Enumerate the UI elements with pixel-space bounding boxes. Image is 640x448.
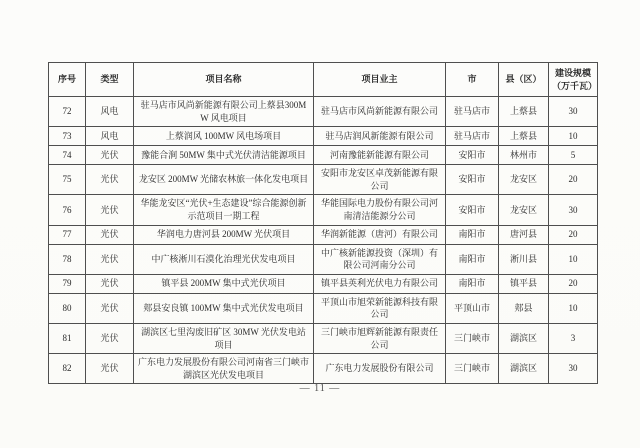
cell-project-name: 湖滨区七里沟废旧矿区 30MW 光伏发电站项目 xyxy=(134,323,314,353)
cell-city: 三门峡市 xyxy=(446,323,499,353)
column-header-county: 县（区） xyxy=(499,63,549,97)
cell-index: 78 xyxy=(49,244,86,274)
table-row xyxy=(49,165,598,195)
cell-city: 南阳市 xyxy=(446,274,499,293)
cell-county: 郏县 xyxy=(499,293,549,323)
table-row xyxy=(49,127,598,146)
cell-type: 光伏 xyxy=(86,146,134,165)
cell-county: 镇平县 xyxy=(499,274,549,293)
cell-type: 光伏 xyxy=(86,165,134,195)
column-header-scale-line2: （万千瓦） xyxy=(552,80,598,91)
cell-owner: 驻马店润风新能源有限公司 xyxy=(314,127,446,146)
cell-city: 三门峡市 xyxy=(446,354,499,384)
cell-county: 湖滨区 xyxy=(499,323,549,353)
table-row xyxy=(49,244,598,274)
cell-project-name: 中广核淅川石漠化治理光伏发电项目 xyxy=(134,244,314,274)
cell-city: 驻马店市 xyxy=(446,97,499,127)
column-header-type: 类型 xyxy=(86,63,134,97)
cell-type: 光伏 xyxy=(86,293,134,323)
cell-project-name: 华润电力唐河县 200MW 光伏项目 xyxy=(134,225,314,244)
table-row xyxy=(49,293,598,323)
table-row xyxy=(49,225,598,244)
cell-county: 上蔡县 xyxy=(499,127,549,146)
cell-type: 光伏 xyxy=(86,225,134,244)
table-row xyxy=(49,354,598,384)
cell-owner: 华润新能源（唐河）有限公司 xyxy=(314,225,446,244)
cell-project-name: 广东电力发展股份有限公司河南省三门峡市湖滨区光伏发电项目 xyxy=(134,354,314,384)
cell-index: 80 xyxy=(49,293,86,323)
column-header-scale xyxy=(549,63,598,97)
cell-scale: 10 xyxy=(549,127,598,146)
cell-owner: 广东电力发展股份有限公司 xyxy=(314,354,446,384)
column-header-project-name: 项目名称 xyxy=(134,63,314,97)
cell-scale: 30 xyxy=(549,354,598,384)
cell-scale: 20 xyxy=(549,225,598,244)
cell-owner: 安阳市龙安区卓茂新能源有限公司 xyxy=(314,165,446,195)
cell-scale: 5 xyxy=(549,146,598,165)
cell-county: 唐河县 xyxy=(499,225,549,244)
cell-index: 74 xyxy=(49,146,86,165)
column-header-scale-line1: 建设规模 xyxy=(554,67,591,78)
cell-index: 77 xyxy=(49,225,86,244)
cell-scale: 20 xyxy=(549,165,598,195)
cell-city: 驻马店市 xyxy=(446,127,499,146)
cell-city: 南阳市 xyxy=(446,225,499,244)
table-row xyxy=(49,274,598,293)
cell-project-name: 豫能合涧 50MW 集中式光伏清洁能源项目 xyxy=(134,146,314,165)
cell-city: 安阳市 xyxy=(446,165,499,195)
table-row xyxy=(49,97,598,127)
cell-owner: 华能国际电力股份有限公司河南清洁能源分公司 xyxy=(314,195,446,225)
cell-owner: 镇平县英利光伏电力有限公司 xyxy=(314,274,446,293)
column-header-city: 市 xyxy=(446,63,499,97)
cell-scale: 10 xyxy=(549,293,598,323)
cell-owner: 中广核新能源投资（深圳）有限公司河南分公司 xyxy=(314,244,446,274)
cell-scale: 30 xyxy=(549,97,598,127)
cell-project-name: 镇平县 200MW 集中式光伏项目 xyxy=(134,274,314,293)
cell-owner: 驻马店市风尚新能源有限公司 xyxy=(314,97,446,127)
cell-project-name: 华能龙安区“光伏+生态建设”综合能源创新示范项目一期工程 xyxy=(134,195,314,225)
cell-county: 林州市 xyxy=(499,146,549,165)
cell-city: 安阳市 xyxy=(446,195,499,225)
cell-county: 龙安区 xyxy=(499,195,549,225)
cell-owner: 三门峡市旭辉新能源有限责任公司 xyxy=(314,323,446,353)
cell-index: 79 xyxy=(49,274,86,293)
cell-city: 南阳市 xyxy=(446,244,499,274)
cell-type: 光伏 xyxy=(86,195,134,225)
cell-scale: 10 xyxy=(549,244,598,274)
cell-owner: 河南豫能新能源有限公司 xyxy=(314,146,446,165)
cell-scale: 3 xyxy=(549,323,598,353)
table-header-row xyxy=(49,63,598,97)
table-row xyxy=(49,146,598,165)
cell-city: 平顶山市 xyxy=(446,293,499,323)
cell-index: 81 xyxy=(49,323,86,353)
column-header-index: 序号 xyxy=(49,63,86,97)
cell-index: 76 xyxy=(49,195,86,225)
cell-type: 光伏 xyxy=(86,244,134,274)
cell-project-name: 郏县安良镇 100MW 集中式光伏发电项目 xyxy=(134,293,314,323)
cell-type: 光伏 xyxy=(86,323,134,353)
cell-owner: 平顶山市旭荣新能源科技有限公司 xyxy=(314,293,446,323)
page-number: — 11 — xyxy=(299,383,341,394)
cell-project-name: 驻马店市风尚新能源有限公司上蔡县300MW 风电项目 xyxy=(134,97,314,127)
cell-project-name: 龙安区 200MW 光储农林旅一体化发电项目 xyxy=(134,165,314,195)
cell-project-name: 上蔡润风 100MW 风电场项目 xyxy=(134,127,314,146)
cell-index: 72 xyxy=(49,97,86,127)
cell-scale: 30 xyxy=(549,195,598,225)
cell-index: 73 xyxy=(49,127,86,146)
cell-index: 82 xyxy=(49,354,86,384)
cell-county: 湖滨区 xyxy=(499,354,549,384)
cell-county: 龙安区 xyxy=(499,165,549,195)
cell-type: 光伏 xyxy=(86,274,134,293)
cell-city: 安阳市 xyxy=(446,146,499,165)
cell-scale: 20 xyxy=(549,274,598,293)
cell-type: 风电 xyxy=(86,97,134,127)
table-row xyxy=(49,195,598,225)
cell-county: 淅川县 xyxy=(499,244,549,274)
cell-type: 光伏 xyxy=(86,354,134,384)
cell-index: 75 xyxy=(49,165,86,195)
cell-type: 风电 xyxy=(86,127,134,146)
table-row xyxy=(49,323,598,353)
projects-table xyxy=(48,62,598,384)
column-header-owner: 项目业主 xyxy=(314,63,446,97)
cell-county: 上蔡县 xyxy=(499,97,549,127)
